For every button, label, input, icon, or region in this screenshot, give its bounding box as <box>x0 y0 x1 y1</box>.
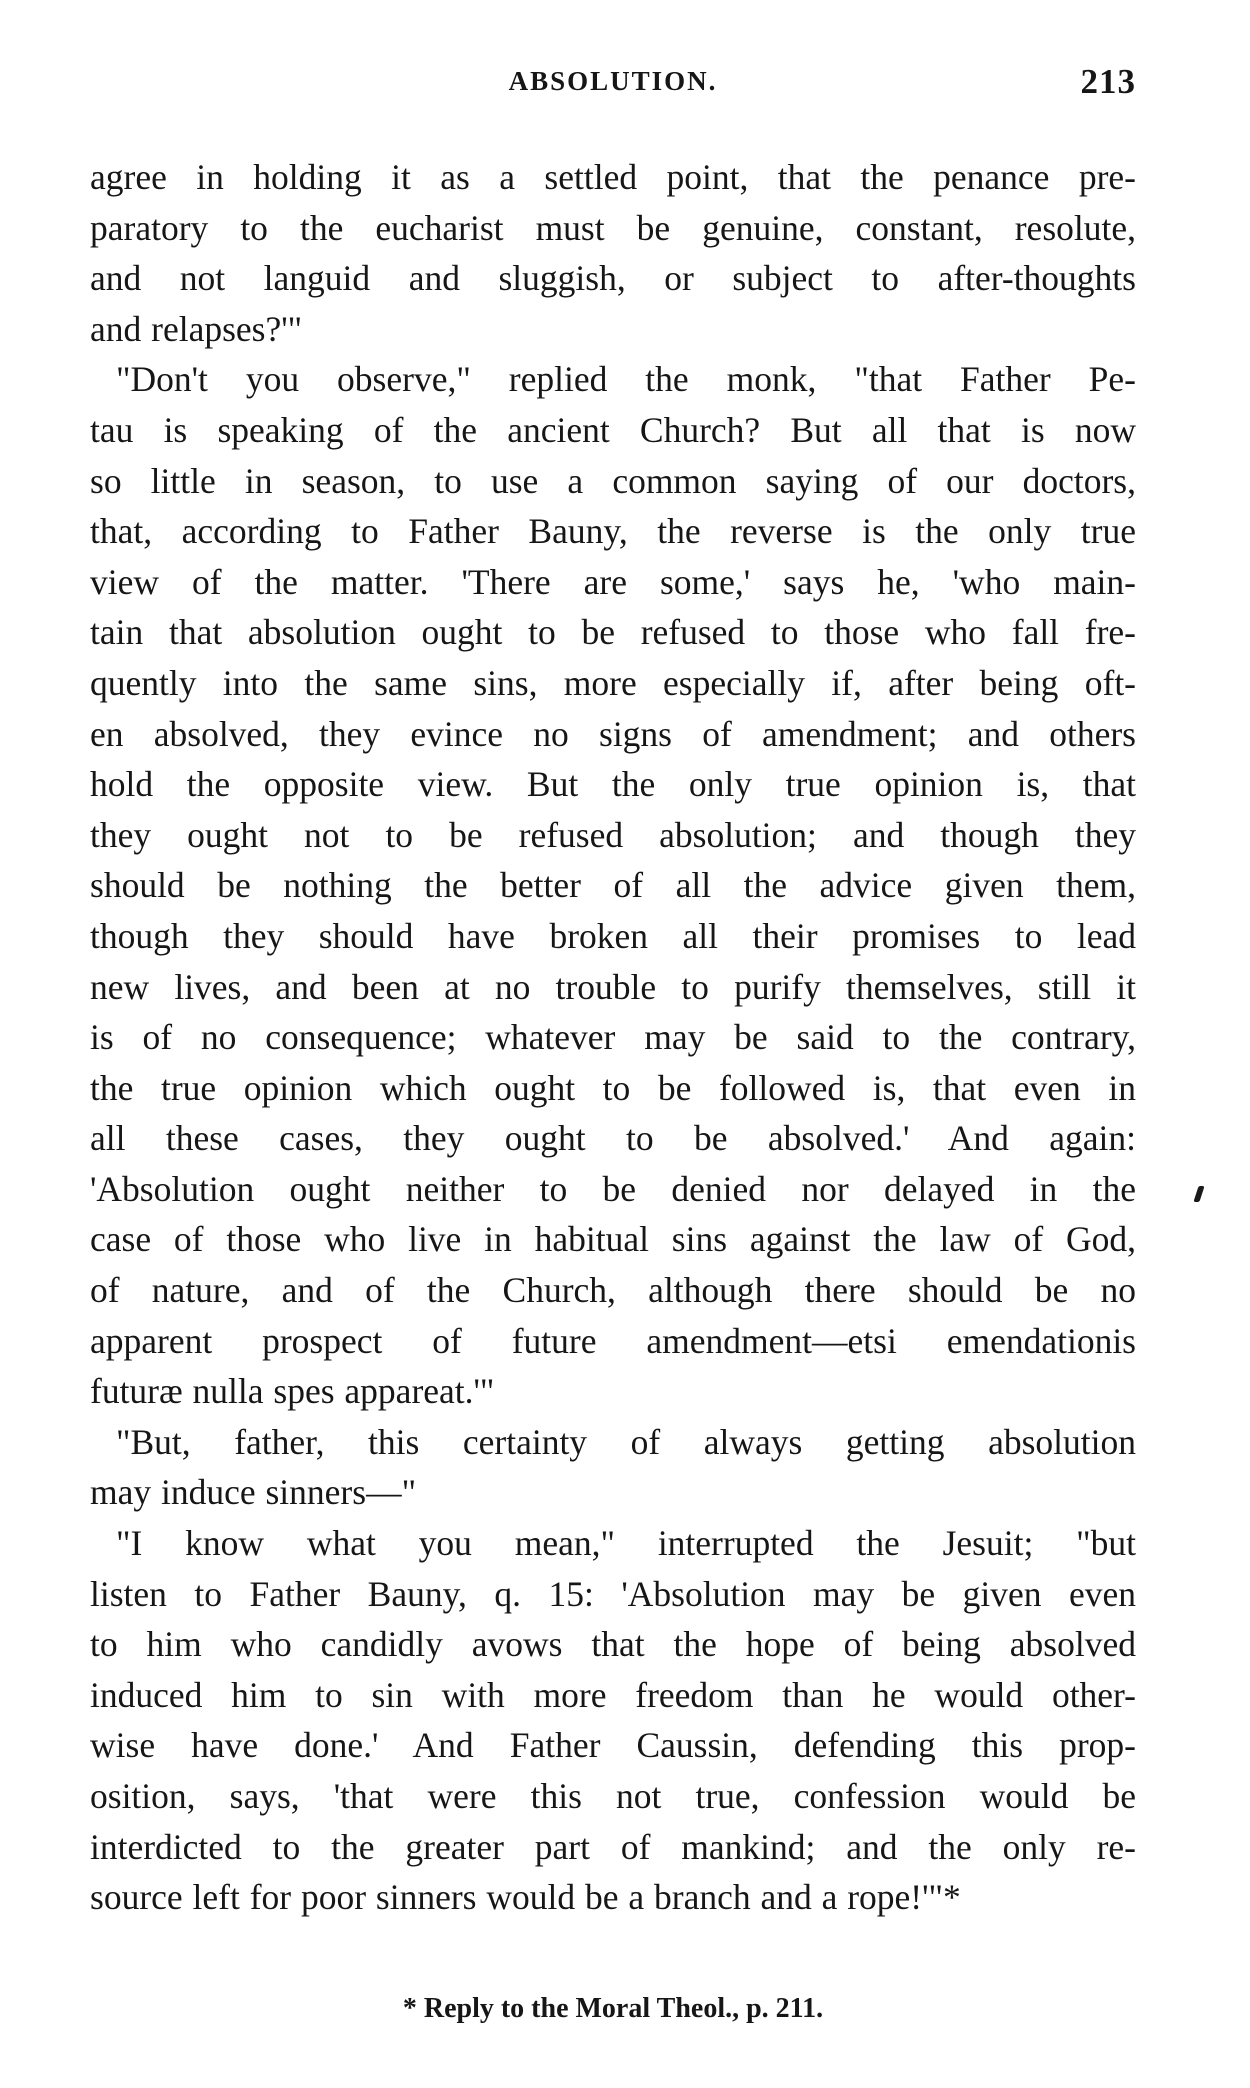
text-line: of nature, and of the Church, although there should be no <box>90 1270 1136 1311</box>
text-line: source left for poor sinners would be a branch and a rope!'"* <box>90 1877 961 1918</box>
ink-speck <box>1193 1186 1204 1202</box>
text-line: paratory to the eucharist must be genuine, constant, resolute, <box>90 207 1136 248</box>
text-line: is of no consequence; whatever may be said to the contrary, <box>90 1017 1136 1058</box>
text-line: 'Absolution ought neither to be denied nor delayed in the <box>90 1168 1136 1209</box>
text-line: that, according to Father Bauny, the reverse is the only true <box>90 511 1136 552</box>
text-line: may induce sinners—" <box>90 1472 417 1513</box>
text-line: and relapses?'" <box>90 308 303 349</box>
text-line: case of those who live in habitual sins against the law of God, <box>90 1219 1136 1260</box>
text-line: to him who candidly avows that the hope of being absolved <box>90 1624 1136 1665</box>
text-line: apparent prospect of future amendment—etsi emendationis <box>90 1320 1136 1361</box>
text-line: tain that absolution ought to be refused to those who fall fre- <box>90 612 1136 653</box>
text-line: en absolved, they evince no signs of amendment; and others <box>90 713 1136 754</box>
text-line: they ought not to be refused absolution; and though they <box>90 814 1136 855</box>
text-line: "I know what you mean," interrupted the Jesuit; "but <box>116 1523 1136 1564</box>
text-line: quently into the same sins, more especially if, after being oft- <box>90 662 1136 703</box>
text-line: agree in holding it as a settled point, that the penance pre- <box>90 157 1136 197</box>
text-line: view of the matter. 'There are some,' says he, 'who main- <box>90 561 1136 602</box>
text-line: interdicted to the greater part of mankind; and the only re- <box>90 1826 1136 1867</box>
running-head <box>90 62 1136 110</box>
text-line: the true opinion which ought to be followed is, that even in <box>90 1067 1136 1108</box>
body-text <box>90 152 1136 1923</box>
text-line: listen to Father Bauny, q. 15: 'Absolution may be given even <box>90 1573 1136 1614</box>
text-line: all these cases, they ought to be absolved.' And again: <box>90 1118 1136 1159</box>
text-line: tau is speaking of the ancient Church? But all that is now <box>90 409 1136 450</box>
running-title: ABSOLUTION. <box>508 66 718 96</box>
text-line: wise have done.' And Father Caussin, defending this prop- <box>90 1725 1136 1766</box>
text-line: should be nothing the better of all the advice given them, <box>90 865 1136 906</box>
text-line: new lives, and been at no trouble to purify themselves, still it <box>90 966 1136 1007</box>
page-number: 213 <box>1080 62 1136 101</box>
text-line: so little in season, to use a common saying of our doctors, <box>90 460 1136 501</box>
text-line: though they should have broken all their promises to lead <box>90 915 1136 956</box>
text-line: osition, says, 'that were this not true, confession would be <box>90 1776 1136 1816</box>
text-line: "But, father, this certainty of always getting absolution <box>116 1421 1136 1462</box>
text-line: and not languid and sluggish, or subject to after-thoughts <box>90 258 1136 299</box>
text-line: futuræ nulla spes appareat.'" <box>90 1371 495 1412</box>
footnote: * Reply to the Moral Theol., p. 211. <box>402 1993 824 2024</box>
text-line: "Don't you observe," replied the monk, "that Father Pe- <box>116 359 1136 400</box>
text-line: hold the opposite view. But the only true opinion is, that <box>90 764 1136 805</box>
text-line: induced him to sin with more freedom than he would other- <box>90 1674 1136 1715</box>
